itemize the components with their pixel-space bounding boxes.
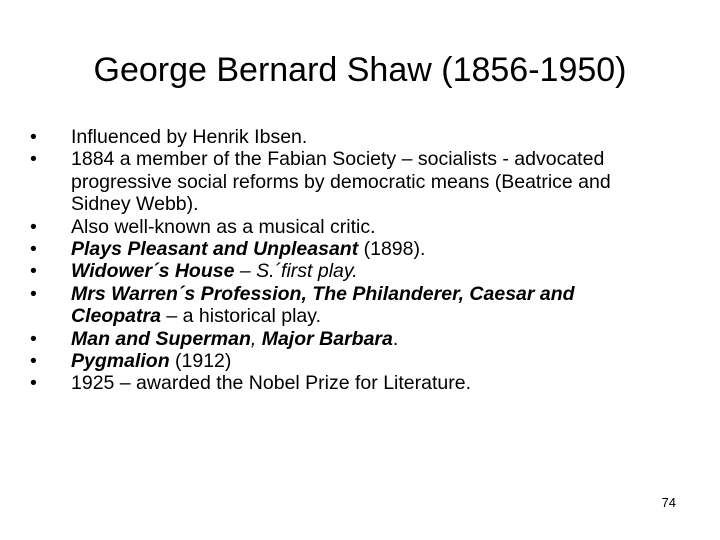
bullet-icon: • bbox=[30, 126, 37, 148]
bullet-item bbox=[28, 372, 668, 394]
bullet-icon: • bbox=[30, 215, 37, 238]
bullet-icon: • bbox=[30, 238, 37, 261]
slide-title: George Bernard Shaw (1856-1950) bbox=[93, 51, 627, 89]
work-title: Widower´s House bbox=[71, 260, 235, 283]
bullet-icon: • bbox=[30, 372, 37, 395]
bullet-text: 1925 – awarded the Nobel Prize for Literature. bbox=[71, 372, 471, 395]
bullet-icon: • bbox=[30, 350, 37, 373]
bullet-item bbox=[28, 350, 668, 372]
work-title: Mrs Warren´s Profession, The Philanderer, Caesar and Cleopatra bbox=[71, 282, 575, 328]
bullet-icon: • bbox=[30, 260, 37, 283]
separator-text: , bbox=[250, 327, 262, 350]
bullet-item bbox=[28, 328, 668, 350]
bullet-item bbox=[28, 283, 668, 328]
bullet-text: – S.´first play. bbox=[234, 260, 358, 283]
bullet-text: Also well-known as a musical critic. bbox=[71, 215, 376, 238]
work-title: Plays Pleasant and Unpleasant bbox=[71, 238, 359, 261]
bullet-icon: • bbox=[30, 282, 37, 305]
bullet-text: – a historical play. bbox=[160, 305, 321, 328]
work-title: Pygmalion bbox=[71, 350, 170, 373]
bullet-icon: • bbox=[30, 327, 37, 350]
work-title: Major Barbara bbox=[261, 327, 393, 350]
bullet-item bbox=[28, 216, 668, 238]
bullet-icon: • bbox=[30, 148, 37, 171]
page-number: 74 bbox=[661, 495, 676, 510]
bullet-item bbox=[28, 148, 668, 215]
bullet-list bbox=[28, 126, 668, 395]
bullet-item bbox=[28, 238, 668, 260]
bullet-text: 1884 a member of the Fabian Society – socialists - advocated progressive social reforms by democratic means (Beatrice and Sidney Webb). bbox=[71, 148, 611, 216]
bullet-text: (1912) bbox=[169, 350, 232, 373]
work-title: Man and Superman bbox=[71, 327, 251, 350]
bullet-text: Influenced by Henrik Ibsen. bbox=[71, 126, 308, 148]
bullet-text: . bbox=[392, 327, 399, 350]
bullet-text: (1898). bbox=[358, 238, 426, 261]
bullet-item bbox=[28, 126, 668, 148]
bullet-item bbox=[28, 260, 668, 282]
